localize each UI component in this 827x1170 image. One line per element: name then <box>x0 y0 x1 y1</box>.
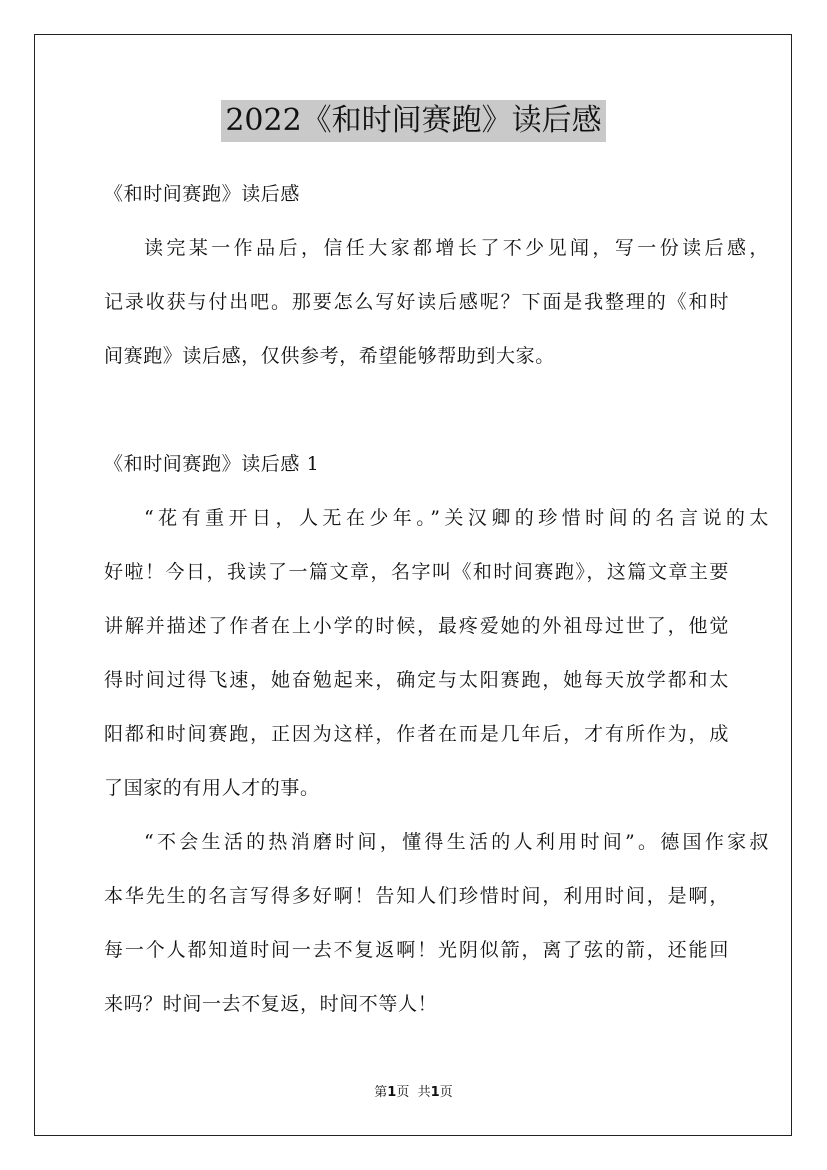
para1-line-5: 阳都和时间赛跑，正因为这样，作者在而是几年后，才有所作为，成 <box>104 723 729 745</box>
para1-line-3: 讲解并描述了作者在上小学的时候，最疼爱她的外祖母过世了，他觉 <box>104 615 729 637</box>
para2-line-2: 本华先生的名言写得多好啊！告知人们珍惜时间，利用时间，是啊， <box>104 885 729 907</box>
intro-line-3: 间赛跑》读后感，仅供参考，希望能够帮助到大家。 <box>104 345 555 367</box>
para1-line-2: 好啦！今日，我读了一篇文章，名字叫《和时间赛跑》，这篇文章主要 <box>104 561 729 583</box>
document-subtitle: 《和时间赛跑》读后感 <box>104 183 301 205</box>
footer-page-suffix: 页 <box>396 1085 410 1100</box>
para1-line-4: 得时间过得飞速，她奋勉起来，确定与太阳赛跑，她每天放学都和太 <box>104 669 729 691</box>
footer-total-pages: 1 <box>430 1085 440 1100</box>
page-footer <box>0 1084 827 1102</box>
para1-line-6: 了国家的有用人才的事。 <box>104 777 320 799</box>
footer-total-prefix: 共 <box>417 1085 431 1100</box>
title-container <box>0 100 827 142</box>
footer-prefix: 第 <box>374 1085 388 1100</box>
intro-line-1: 读完某一作品后，信任大家都增长了不少见闻，写一份读后感， <box>144 237 769 259</box>
document-title: 2022《和时间赛跑》读后感 <box>221 100 605 142</box>
para1-line-1: “花有重开日，人无在少年。”关汉卿的珍惜时间的名言说的太 <box>144 507 769 529</box>
para2-line-4: 来吗？时间一去不复返，时间不等人！ <box>104 993 438 1015</box>
intro-line-2: 记录收获与付出吧。那要怎么写好读后感呢？下面是我整理的《和时 <box>104 291 729 313</box>
footer-page-number: 1 <box>387 1085 397 1100</box>
footer-total-suffix: 页 <box>439 1085 453 1100</box>
para2-line-3: 每一个人都知道时间一去不复返啊！光阴似箭，离了弦的箭，还能回 <box>104 939 729 961</box>
section-heading: 《和时间赛跑》读后感 1 <box>104 453 320 475</box>
para2-line-1: “不会生活的热消磨时间，懂得生活的人利用时间”。德国作家叔 <box>144 831 769 853</box>
